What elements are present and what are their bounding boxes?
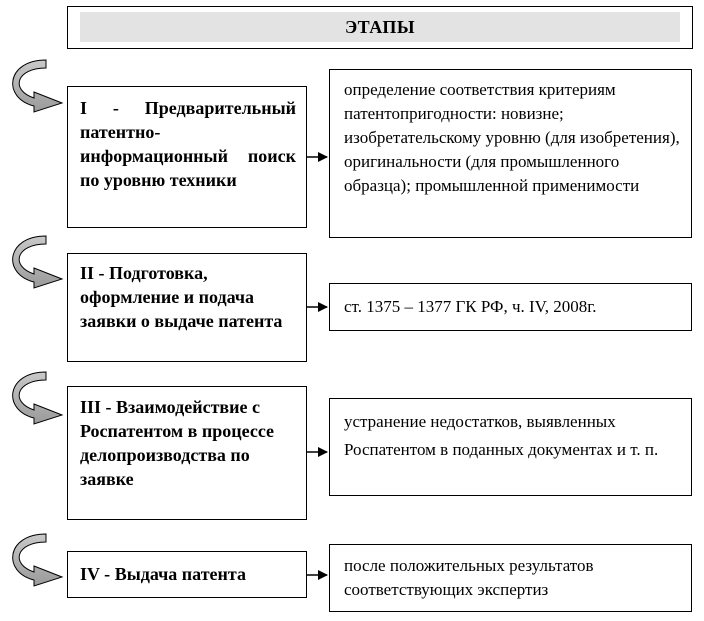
stage-4-prefix: IV - [80, 564, 111, 584]
stage-2-curved-arrow-icon [13, 236, 62, 288]
stages-header-title: ЭТАПЫ [80, 12, 680, 42]
stage-2-title: Подготовка, оформление и подача заявки о выдаче патента [80, 263, 283, 331]
stage-4-title: Выдача патента [114, 564, 246, 584]
stage-3-title: Взаимодействие с Роспатентом в процессе делопроизводства по заявке [80, 397, 275, 489]
stage-4-description: после положительных результатов соответствующих экспертиз [344, 556, 594, 599]
stage-2-prefix: II - [80, 263, 105, 283]
stage-2-description: ст. 1375 – 1377 ГК РФ, ч. IV, 2008г. [344, 297, 597, 316]
stage-1-prefix: I - [80, 98, 119, 118]
stage-1-description: определение соответствия критериям патентопригодности: новизне; изобретательскому уровню (для изобретения), оригинальности (для промышленного образца); промышленной применимости [344, 80, 680, 195]
stage-1-title: Предварительный патентно-информационный поиск по уровню техники [80, 98, 296, 190]
stage-3-description: устранение недостатков, выявленных Роспатентом в поданных документах и т. п. [344, 412, 659, 459]
stage-3-prefix: III - [80, 397, 112, 417]
stage-3-curved-arrow-icon [13, 372, 62, 424]
stage-4-curved-arrow-icon [13, 534, 62, 586]
stage-1-curved-arrow-icon [13, 60, 62, 112]
